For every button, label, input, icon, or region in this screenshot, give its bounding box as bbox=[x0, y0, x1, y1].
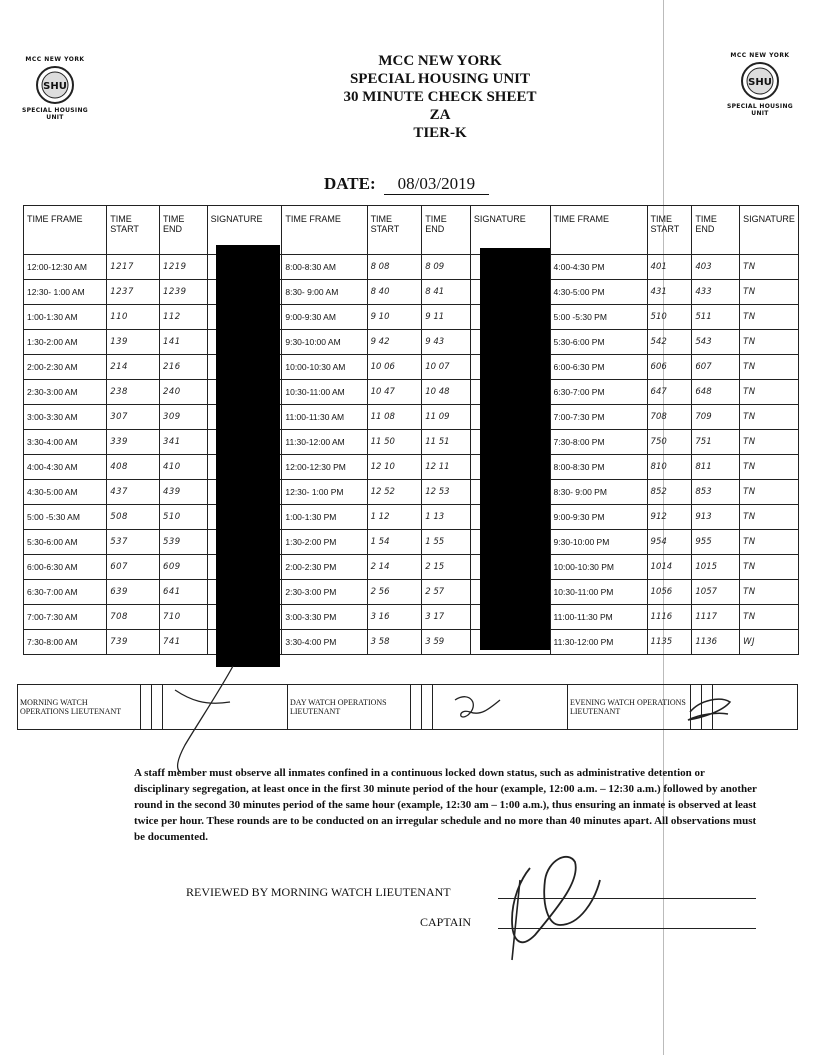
time-frame-2-cell: 10:30-11:00 AM bbox=[282, 380, 367, 405]
time-frame-2-cell: 12:00-12:30 PM bbox=[282, 455, 367, 480]
time-start-1-cell[interactable]: 607 bbox=[107, 555, 160, 580]
time-frame-3-cell: 5:30-6:00 PM bbox=[550, 330, 647, 355]
time-start-1-cell[interactable]: 214 bbox=[107, 355, 160, 380]
time-frame-1-cell: 7:00-7:30 AM bbox=[24, 605, 107, 630]
title-line: TIER-K bbox=[413, 125, 467, 141]
time-frame-1-cell: 12:00-12:30 AM bbox=[24, 255, 107, 280]
time-start-3-cell[interactable]: 542 bbox=[647, 330, 692, 355]
time-frame-1-cell: 5:00 -5:30 AM bbox=[24, 505, 107, 530]
time-frame-3-cell: 7:00-7:30 PM bbox=[550, 405, 647, 430]
col-time-frame-1: TIME FRAME bbox=[24, 206, 107, 255]
time-end-3-cell[interactable]: 433 bbox=[692, 280, 740, 305]
logo-right-bottom-text: SPECIAL HOUSING UNIT bbox=[726, 103, 793, 117]
date-value[interactable]: 08/03/2019 bbox=[384, 174, 489, 195]
time-end-2-cell[interactable]: 9 11 bbox=[422, 305, 471, 330]
time-end-2-cell[interactable]: 11 51 bbox=[422, 430, 471, 455]
time-start-1-cell[interactable]: 437 bbox=[107, 480, 160, 505]
time-frame-3-cell: 8:00-8:30 PM bbox=[550, 455, 647, 480]
time-start-3-cell[interactable]: 810 bbox=[647, 455, 692, 480]
time-end-3-cell[interactable]: 648 bbox=[692, 380, 740, 405]
logo-left-top-text: MCC NEW YORK bbox=[25, 56, 85, 63]
date-label: DATE: bbox=[324, 174, 376, 193]
time-frame-2-cell: 3:00-3:30 PM bbox=[282, 605, 367, 630]
time-start-2-cell[interactable]: 12 52 bbox=[367, 480, 422, 505]
svg-text:SHU: SHU bbox=[748, 77, 772, 88]
signature-3-cell[interactable]: TN bbox=[740, 380, 799, 405]
signature-3-cell[interactable]: TN bbox=[740, 480, 799, 505]
time-start-2-cell[interactable]: 2 14 bbox=[367, 555, 422, 580]
time-start-3-cell[interactable]: 1116 bbox=[647, 605, 692, 630]
time-end-1-cell[interactable]: 309 bbox=[159, 405, 207, 430]
col-time-frame-3: TIME FRAME bbox=[550, 206, 647, 255]
time-end-2-cell[interactable]: 3 59 bbox=[422, 630, 471, 655]
time-start-1-cell[interactable]: 708 bbox=[107, 605, 160, 630]
col-signature-1: SIGNATURE bbox=[207, 206, 282, 255]
time-end-3-cell[interactable]: 1117 bbox=[692, 605, 740, 630]
time-end-3-cell[interactable]: 811 bbox=[692, 455, 740, 480]
svg-text:SHU: SHU bbox=[43, 81, 67, 92]
review-lieutenant-line[interactable] bbox=[498, 898, 756, 899]
title-line: MCC NEW YORK bbox=[378, 53, 502, 69]
time-end-2-cell[interactable]: 3 17 bbox=[422, 605, 471, 630]
time-start-3-cell[interactable]: 1056 bbox=[647, 580, 692, 605]
col-time-start-2: TIME START bbox=[367, 206, 422, 255]
time-start-2-cell[interactable]: 9 10 bbox=[367, 305, 422, 330]
time-start-1-cell[interactable]: 537 bbox=[107, 530, 160, 555]
title-line: SPECIAL HOUSING UNIT bbox=[349, 71, 531, 87]
morning-watch-label: MORNING WATCH OPERATIONS LIEUTENANT bbox=[18, 685, 141, 730]
signature-3-cell[interactable]: TN bbox=[740, 505, 799, 530]
time-end-1-cell[interactable]: 741 bbox=[159, 630, 207, 655]
time-frame-3-cell: 5:00 -5:30 PM bbox=[550, 305, 647, 330]
time-start-2-cell[interactable]: 11 50 bbox=[367, 430, 422, 455]
signature-3-cell[interactable]: TN bbox=[740, 605, 799, 630]
time-start-3-cell[interactable]: 431 bbox=[647, 280, 692, 305]
col-signature-2: SIGNATURE bbox=[470, 206, 550, 255]
time-frame-1-cell: 6:30-7:00 AM bbox=[24, 580, 107, 605]
time-frame-1-cell: 2:00-2:30 AM bbox=[24, 355, 107, 380]
time-start-1-cell[interactable]: 739 bbox=[107, 630, 160, 655]
logo-left-bottom-text: SPECIAL HOUSING UNIT bbox=[21, 107, 88, 121]
time-end-3-cell[interactable]: 1015 bbox=[692, 555, 740, 580]
time-end-1-cell[interactable]: 641 bbox=[159, 580, 207, 605]
time-end-1-cell[interactable]: 510 bbox=[159, 505, 207, 530]
col-time-frame-2: TIME FRAME bbox=[282, 206, 367, 255]
time-start-1-cell[interactable]: 1237 bbox=[107, 280, 160, 305]
review-captain-label: CAPTAIN bbox=[420, 915, 472, 929]
col-time-end-2: TIME END bbox=[422, 206, 471, 255]
col-signature-3: SIGNATURE bbox=[740, 206, 799, 255]
time-end-2-cell[interactable]: 8 41 bbox=[422, 280, 471, 305]
review-lieutenant-label: REVIEWED BY MORNING WATCH LIEUTENANT bbox=[186, 885, 451, 899]
time-end-1-cell[interactable]: 1219 bbox=[159, 255, 207, 280]
logo-right-top-text: MCC NEW YORK bbox=[730, 52, 790, 59]
col-time-end-3: TIME END bbox=[692, 206, 740, 255]
time-start-2-cell[interactable]: 1 12 bbox=[367, 505, 422, 530]
time-start-1-cell[interactable]: 110 bbox=[107, 305, 160, 330]
time-frame-1-cell: 4:00-4:30 AM bbox=[24, 455, 107, 480]
time-start-1-cell[interactable]: 238 bbox=[107, 380, 160, 405]
time-frame-1-cell: 12:30- 1:00 AM bbox=[24, 280, 107, 305]
time-frame-1-cell: 2:30-3:00 AM bbox=[24, 380, 107, 405]
time-frame-2-cell: 1:30-2:00 PM bbox=[282, 530, 367, 555]
signature-3-cell[interactable]: TN bbox=[740, 355, 799, 380]
time-end-1-cell[interactable]: 341 bbox=[159, 430, 207, 455]
time-frame-2-cell: 2:00-2:30 PM bbox=[282, 555, 367, 580]
time-frame-1-cell: 7:30-8:00 AM bbox=[24, 630, 107, 655]
time-start-3-cell[interactable]: 708 bbox=[647, 405, 692, 430]
col-time-start-1: TIME START bbox=[107, 206, 160, 255]
title-line: 30 MINUTE CHECK SHEET bbox=[343, 89, 537, 105]
time-end-1-cell[interactable]: 439 bbox=[159, 480, 207, 505]
time-start-3-cell[interactable]: 912 bbox=[647, 505, 692, 530]
time-end-1-cell[interactable]: 710 bbox=[159, 605, 207, 630]
time-end-1-cell[interactable]: 112 bbox=[159, 305, 207, 330]
signature-3-cell[interactable]: TN bbox=[740, 405, 799, 430]
time-end-2-cell[interactable]: 12 53 bbox=[422, 480, 471, 505]
signature-3-cell[interactable]: TN bbox=[740, 330, 799, 355]
col-time-start-3: TIME START bbox=[647, 206, 692, 255]
time-start-2-cell[interactable]: 10 06 bbox=[367, 355, 422, 380]
time-frame-2-cell: 2:30-3:00 PM bbox=[282, 580, 367, 605]
signature-3-cell[interactable]: TN bbox=[740, 430, 799, 455]
signature-3-cell[interactable]: TN bbox=[740, 555, 799, 580]
time-frame-2-cell: 12:30- 1:00 PM bbox=[282, 480, 367, 505]
time-end-3-cell[interactable]: 1136 bbox=[692, 630, 740, 655]
time-end-1-cell[interactable]: 216 bbox=[159, 355, 207, 380]
time-end-1-cell[interactable]: 410 bbox=[159, 455, 207, 480]
policy-paragraph: A staff member must observe all inmates confined in a continuous locked down status, such as administrative detention or disciplinary segregation, at least once in the first 30 minute period of the hour (example, 12:00 a.m. – 12:30 a.m.) followed by another round in the second 30 minutes period of the same hour (example, 12:30 am – 1:00 a.m.), thus ensuring an inmate is observed at least twice per hour. These rounds are to be conducted on an irregular schedule and no more than 40 minutes apart. All observations must be documented. bbox=[134, 767, 757, 843]
time-frame-3-cell: 4:00-4:30 PM bbox=[550, 255, 647, 280]
time-start-2-cell[interactable]: 9 42 bbox=[367, 330, 422, 355]
time-frame-2-cell: 3:30-4:00 PM bbox=[282, 630, 367, 655]
time-end-2-cell[interactable]: 11 09 bbox=[422, 405, 471, 430]
time-frame-2-cell: 11:00-11:30 AM bbox=[282, 405, 367, 430]
time-frame-3-cell: 11:30-12:00 PM bbox=[550, 630, 647, 655]
time-frame-2-cell: 1:00-1:30 PM bbox=[282, 505, 367, 530]
time-frame-3-cell: 9:30-10:00 PM bbox=[550, 530, 647, 555]
time-frame-2-cell: 9:00-9:30 AM bbox=[282, 305, 367, 330]
col-time-end-1: TIME END bbox=[159, 206, 207, 255]
time-frame-1-cell: 3:30-4:00 AM bbox=[24, 430, 107, 455]
day-watch-label: DAY WATCH OPERATIONS LIEUTENANT bbox=[288, 685, 411, 730]
time-frame-1-cell: 1:30-2:00 AM bbox=[24, 330, 107, 355]
signature-3-cell[interactable]: TN bbox=[740, 530, 799, 555]
time-end-1-cell[interactable]: 539 bbox=[159, 530, 207, 555]
evening-watch-label: EVENING WATCH OPERATIONS LIEUTENANT bbox=[568, 685, 691, 730]
time-start-1-cell[interactable]: 408 bbox=[107, 455, 160, 480]
time-end-3-cell[interactable]: 403 bbox=[692, 255, 740, 280]
time-frame-1-cell: 3:00-3:30 AM bbox=[24, 405, 107, 430]
time-end-3-cell[interactable]: 607 bbox=[692, 355, 740, 380]
time-frame-2-cell: 11:30-12:00 AM bbox=[282, 430, 367, 455]
time-frame-3-cell: 10:00-10:30 PM bbox=[550, 555, 647, 580]
time-end-3-cell[interactable]: 955 bbox=[692, 530, 740, 555]
time-start-3-cell[interactable]: 1014 bbox=[647, 555, 692, 580]
signature-3-cell[interactable]: WJ bbox=[740, 630, 799, 655]
time-start-2-cell[interactable]: 10 47 bbox=[367, 380, 422, 405]
time-start-1-cell[interactable]: 1217 bbox=[107, 255, 160, 280]
time-end-3-cell[interactable]: 709 bbox=[692, 405, 740, 430]
time-frame-1-cell: 1:00-1:30 AM bbox=[24, 305, 107, 330]
time-frame-2-cell: 8:30- 9:00 AM bbox=[282, 280, 367, 305]
time-start-2-cell[interactable]: 2 56 bbox=[367, 580, 422, 605]
time-end-1-cell[interactable]: 240 bbox=[159, 380, 207, 405]
time-start-3-cell[interactable]: 510 bbox=[647, 305, 692, 330]
time-frame-3-cell: 6:30-7:00 PM bbox=[550, 380, 647, 405]
time-start-3-cell[interactable]: 954 bbox=[647, 530, 692, 555]
time-start-3-cell[interactable]: 401 bbox=[647, 255, 692, 280]
time-end-2-cell[interactable]: 12 11 bbox=[422, 455, 471, 480]
time-start-3-cell[interactable]: 750 bbox=[647, 430, 692, 455]
time-start-3-cell[interactable]: 647 bbox=[647, 380, 692, 405]
time-frame-3-cell: 6:00-6:30 PM bbox=[550, 355, 647, 380]
time-start-2-cell[interactable]: 1 54 bbox=[367, 530, 422, 555]
time-frame-3-cell: 7:30-8:00 PM bbox=[550, 430, 647, 455]
time-start-2-cell[interactable]: 11 08 bbox=[367, 405, 422, 430]
time-end-1-cell[interactable]: 1239 bbox=[159, 280, 207, 305]
time-end-2-cell[interactable]: 1 55 bbox=[422, 530, 471, 555]
time-end-2-cell[interactable]: 2 15 bbox=[422, 555, 471, 580]
time-start-3-cell[interactable]: 606 bbox=[647, 355, 692, 380]
time-frame-1-cell: 4:30-5:00 AM bbox=[24, 480, 107, 505]
time-end-3-cell[interactable]: 543 bbox=[692, 330, 740, 355]
signature-3-cell[interactable]: TN bbox=[740, 280, 799, 305]
time-frame-2-cell: 9:30-10:00 AM bbox=[282, 330, 367, 355]
time-end-3-cell[interactable]: 913 bbox=[692, 505, 740, 530]
time-end-2-cell[interactable]: 9 43 bbox=[422, 330, 471, 355]
time-end-3-cell[interactable]: 1057 bbox=[692, 580, 740, 605]
time-start-1-cell[interactable]: 639 bbox=[107, 580, 160, 605]
title-line: ZA bbox=[429, 107, 451, 123]
time-end-1-cell[interactable]: 609 bbox=[159, 555, 207, 580]
time-start-3-cell[interactable]: 852 bbox=[647, 480, 692, 505]
time-end-3-cell[interactable]: 511 bbox=[692, 305, 740, 330]
time-end-1-cell[interactable]: 141 bbox=[159, 330, 207, 355]
time-frame-2-cell: 10:00-10:30 AM bbox=[282, 355, 367, 380]
time-start-1-cell[interactable]: 508 bbox=[107, 505, 160, 530]
time-start-2-cell[interactable]: 8 40 bbox=[367, 280, 422, 305]
time-end-2-cell[interactable]: 8 09 bbox=[422, 255, 471, 280]
time-frame-3-cell: 8:30- 9:00 PM bbox=[550, 480, 647, 505]
time-end-2-cell[interactable]: 10 48 bbox=[422, 380, 471, 405]
time-frame-3-cell: 10:30-11:00 PM bbox=[550, 580, 647, 605]
time-start-1-cell[interactable]: 307 bbox=[107, 405, 160, 430]
time-frame-3-cell: 9:00-9:30 PM bbox=[550, 505, 647, 530]
time-start-2-cell[interactable]: 12 10 bbox=[367, 455, 422, 480]
time-start-1-cell[interactable]: 339 bbox=[107, 430, 160, 455]
review-captain-line[interactable] bbox=[498, 928, 756, 929]
time-frame-3-cell: 4:30-5:00 PM bbox=[550, 280, 647, 305]
signature-3-cell[interactable]: TN bbox=[740, 255, 799, 280]
time-start-1-cell[interactable]: 139 bbox=[107, 330, 160, 355]
time-start-2-cell[interactable]: 3 58 bbox=[367, 630, 422, 655]
time-frame-2-cell: 8:00-8:30 AM bbox=[282, 255, 367, 280]
time-end-2-cell[interactable]: 1 13 bbox=[422, 505, 471, 530]
time-start-2-cell[interactable]: 3 16 bbox=[367, 605, 422, 630]
time-end-3-cell[interactable]: 751 bbox=[692, 430, 740, 455]
time-start-2-cell[interactable]: 8 08 bbox=[367, 255, 422, 280]
time-frame-1-cell: 6:00-6:30 AM bbox=[24, 555, 107, 580]
time-frame-1-cell: 5:30-6:00 AM bbox=[24, 530, 107, 555]
time-end-2-cell[interactable]: 2 57 bbox=[422, 580, 471, 605]
signature-3-cell[interactable]: TN bbox=[740, 305, 799, 330]
time-start-3-cell[interactable]: 1135 bbox=[647, 630, 692, 655]
signature-3-cell[interactable]: TN bbox=[740, 580, 799, 605]
time-frame-3-cell: 11:00-11:30 PM bbox=[550, 605, 647, 630]
signature-3-cell[interactable]: TN bbox=[740, 455, 799, 480]
time-end-3-cell[interactable]: 853 bbox=[692, 480, 740, 505]
time-end-2-cell[interactable]: 10 07 bbox=[422, 355, 471, 380]
